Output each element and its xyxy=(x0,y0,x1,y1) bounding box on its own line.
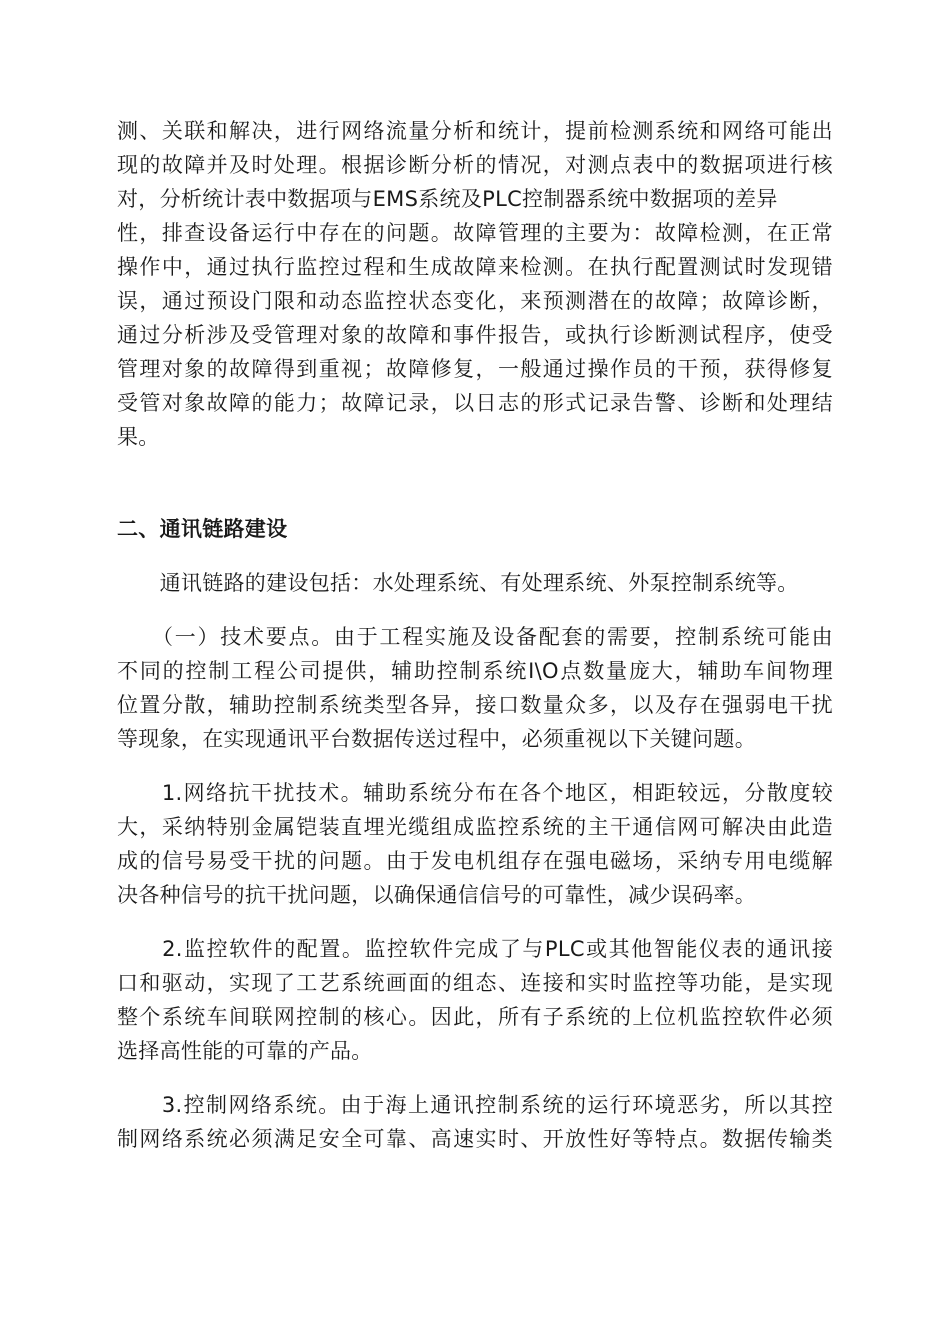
section-heading xyxy=(117,512,833,546)
text-line: 误，通过预设门限和动态监控状态变化，来预测潜在的故障；故障诊断， xyxy=(117,289,833,313)
text-line: 2.监控软件的配置。监控软件完成了与PLC或其他智能仪表的通讯接 xyxy=(117,937,833,961)
paragraph-anti-interference xyxy=(117,776,833,912)
text-line: 决各种信号的抗干扰问题，以确保通信信号的可靠性，减少误码率。 xyxy=(117,883,756,907)
text-line: 测、关联和解决，进行网络流量分析和统计，提前检测系统和网络可能出 xyxy=(117,119,833,143)
text-line: 果。 xyxy=(117,425,160,449)
text-line: 整个系统车间联网控制的核心。因此，所有子系统的上位机监控软件必须 xyxy=(117,1005,833,1029)
text-line: 不同的控制工程公司提供，辅助控制系统I\O点数量庞大，辅助车间物理 xyxy=(117,659,833,683)
paragraph-fault-management xyxy=(117,114,833,454)
text-line: 性，排查设备运行中存在的问题。故障管理的主要为：故障检测，在正常 xyxy=(117,221,833,245)
text-line: 选择高性能的可靠的产品。 xyxy=(117,1039,373,1063)
text-line: 受管对象故障的能力；故障记录，以日志的形式记录告警、诊断和处理结 xyxy=(117,391,833,415)
paragraph-technical-points xyxy=(117,620,833,756)
text-line: 位置分散，辅助控制系统类型各异，接口数量众多，以及存在强弱电干扰 xyxy=(117,693,833,717)
text-line: 大，采纳特别金属铠装直埋光缆组成监控系统的主干通信网可解决由此造 xyxy=(117,815,833,839)
text-line: 管理对象的故障得到重视；故障修复，一般通过操作员的干预，获得修复 xyxy=(117,357,833,381)
text-line: 等现象，在实现通讯平台数据传送过程中，必须重视以下关键问题。 xyxy=(117,727,756,751)
text-line: 通过分析涉及受管理对象的故障和事件报告，或执行诊断测试程序，使受 xyxy=(117,323,833,347)
text-line: 口和驱动，实现了工艺系统画面的组态、连接和实时监控等功能，是实现 xyxy=(117,971,833,995)
paragraph-control-network xyxy=(117,1088,833,1156)
heading-text: 二、通讯链路建设 xyxy=(117,517,288,541)
text-line: 1.网络抗干扰技术。辅助系统分布在各个地区，相距较远，分散度较 xyxy=(117,781,833,805)
text-line: 通讯链路的建设包括：水处理系统、有处理系统、外泵控制系统等。 xyxy=(117,571,799,595)
text-line: 对，分析统计表中数据项与EMS系统及PLC控制器系统中数据项的差异 xyxy=(117,187,778,211)
text-line: 成的信号易受干扰的问题。由于发电机组存在强电磁场，采纳专用电缆解 xyxy=(117,849,833,873)
text-line: （一）技术要点。由于工程实施及设备配套的需要，控制系统可能由 xyxy=(117,625,833,649)
text-line: 现的故障并及时处理。根据诊断分析的情况，对测点表中的数据项进行核 xyxy=(117,153,833,177)
text-line: 3.控制网络系统。由于海上通讯控制系统的运行环境恶劣，所以其控 xyxy=(117,1093,833,1117)
text-line: 操作中，通过执行监控过程和生成故障来检测。在执行配置测试时发现错 xyxy=(117,255,833,279)
paragraph-link-intro xyxy=(117,566,833,600)
paragraph-monitoring-software xyxy=(117,932,833,1068)
text-line: 制网络系统必须满足安全可靠、高速实时、开放性好等特点。数据传输类 xyxy=(117,1127,833,1151)
